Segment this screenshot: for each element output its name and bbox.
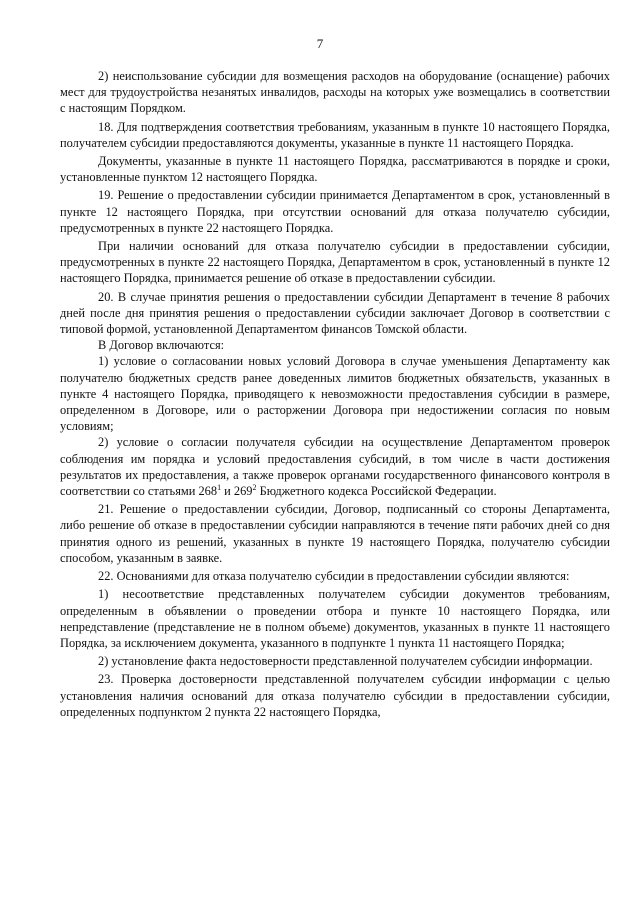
paragraph-22-item-1: 1) несоответствие представленных получателем субсидии документов требованиям, определенным в объявлении о проведении отбора и пункте 10 настоящего Порядка, или непредставление (представление не в полном объеме) документов, указанных в пункте 11 настоящего Порядка, за исключением документа, указанного в подпункте 1 пункта 11 настоящего Порядка;: [60, 587, 610, 650]
paragraph-23: 23. Проверка достоверности представленной получателем субсидии информации с целью установления наличия оснований для отказа получателю субсидии в предоставлении субсидии, определенных подпунктом 2 пункта 22 настоящего Порядка,: [60, 672, 610, 719]
paragraph-19-refusal: При наличии оснований для отказа получателю субсидии в предоставлении субсидии, предусмотренных в пункте 22 настоящего Порядка, Департаментом в срок, установленный в пункте 12 настоящего Порядка, принимается решение об отказе в предоставлении субсидии.: [60, 239, 610, 286]
paragraph-18: 18. Для подтверждения соответствия требованиям, указанным в пункте 10 настоящего Порядка, получателем субсидии предоставляются документы, указанные в пункте 11 настоящего Порядка.: [60, 119, 610, 150]
paragraph-20-item-1: 1) условие о согласовании новых условий Договора в случае уменьшения Департаменту как получателю бюджетных средств ранее доведенных лимитов бюджетных обязательств, указанных в пункте 4 настоящего Порядка, приводящего к невозможности предоставления субсидии в размере, определенном в Договоре, или о расторжении Договора при недостижении согласия по новым условиям;: [60, 354, 610, 434]
document-body: [60, 68, 610, 720]
paragraph-21: 21. Решение о предоставлении субсидии, Договор, подписанный со стороны Департамента, либо решение об отказе в предоставлении субсидии направляются в течение пяти рабочих дней со дня принятия одного из решений, указанных в пункте 19 настоящего Порядка, получателю субсидии способом, указанным в заявке.: [60, 502, 610, 565]
paragraph-20-item-2-text-before: 2) условие о согласии получателя субсидии на осуществление Департаментом проверок соблюдения им порядка и условий предоставления субсидий, в том числе в части достижения результатов их предоставления, а также проверок органами государственного финансового контроля в соответствии со статьями 268: [60, 435, 610, 499]
superscript-1: 1: [217, 482, 222, 492]
paragraph-18-documents: Документы, указанные в пункте 11 настоящего Порядка, рассматриваются в порядке и сроки, установленные пунктом 12 настоящего Порядка.: [60, 154, 610, 185]
paragraph-20-contract-includes: В Договор включаются:: [98, 338, 225, 353]
paragraph-20-item-2: [60, 434, 610, 499]
paragraph-20: 20. В случае принятия решения о предоставлении субсидии Департамент в течение 8 рабочих дней после дня принятия решения о предоставлении субсидии заключает Договор в соответствии с типовой формой, установленной Департаментом финансов Томской области.: [60, 289, 610, 337]
paragraph-22: 22. Основаниями для отказа получателю субсидии в предоставлении субсидии являются:: [98, 569, 570, 584]
superscript-2: 2: [252, 482, 257, 492]
page-number: 7: [316, 36, 324, 51]
paragraph-22-item-2: 2) установление факта недостоверности представленной получателем субсидии информации.: [98, 654, 593, 669]
paragraph-19: 19. Решение о предоставлении субсидии принимается Департаментом в срок, установленный в пункте 12 настоящего Порядка, при отсутствии оснований для отказа получателю субсидии, предусмотренных в пункте 22 настоящего Порядка.: [60, 188, 610, 235]
paragraph-item-2: 2) неиспользование субсидии для возмещения расходов на оборудование (оснащение) рабочих мест для трудоустройства незанятых инвалидов, расходы на которых уже возмещались в соответствии с настоящим Порядком.: [60, 69, 610, 116]
paragraph-20-item-2-text-mid: и 269: [221, 484, 253, 499]
paragraph-20-item-2-text-after: Бюджетного кодекса Российской Федерации.: [256, 484, 497, 499]
